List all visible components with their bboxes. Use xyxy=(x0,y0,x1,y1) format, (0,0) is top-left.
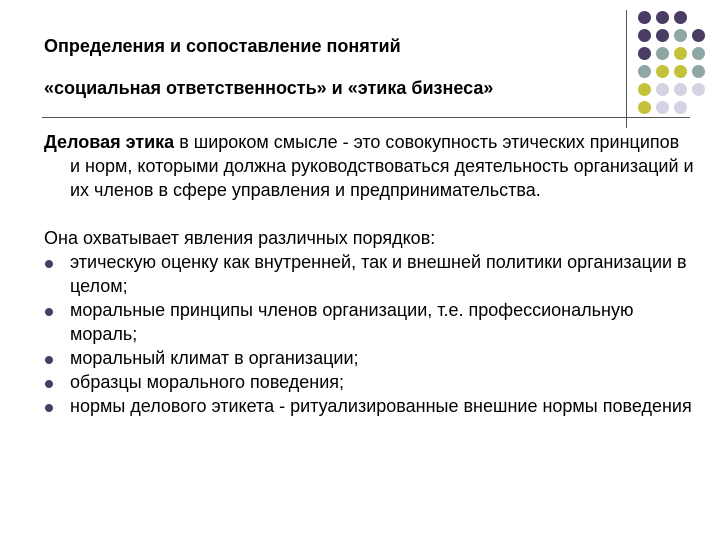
list-item-text: образцы морального поведения; xyxy=(70,372,345,392)
decor-dot xyxy=(656,101,669,114)
title-line-1: Определения и сопоставление понятий xyxy=(44,36,401,56)
definition-paragraph xyxy=(44,130,694,202)
list-item-text: этическую оценку как внутренней, так и внешней политики организации в целом; xyxy=(70,252,687,296)
definition-term: Деловая этика xyxy=(44,132,175,152)
bullet-icon xyxy=(45,404,53,412)
decor-dot xyxy=(638,101,651,114)
slide-title xyxy=(44,35,604,99)
definition-text: в широком смысле - это совокупность этических принципов и норм, которыми должна руководствоваться деятельность организаций и их членов в сфере управления и предпринимательства. xyxy=(70,132,694,200)
list-item xyxy=(44,394,694,418)
decor-dot xyxy=(674,83,687,96)
list-item-text: моральные принципы членов организации, т.е. профессиональную мораль; xyxy=(70,300,634,344)
decor-dot xyxy=(638,65,651,78)
decor-dot xyxy=(674,101,687,114)
decor-dot xyxy=(692,29,705,42)
decor-dot xyxy=(638,29,651,42)
decor-dot xyxy=(692,83,705,96)
decor-dot xyxy=(656,65,669,78)
decor-dot xyxy=(692,47,705,60)
list-item xyxy=(44,370,694,394)
decor-dot xyxy=(656,29,669,42)
intro-text: Она охватывает явления различных порядков: xyxy=(44,228,436,248)
decorative-dot-grid xyxy=(638,11,718,115)
decor-dot xyxy=(674,47,687,60)
decor-dot xyxy=(638,83,651,96)
bullet-icon xyxy=(45,260,53,268)
bullet-icon xyxy=(45,380,53,388)
title-line-2: «социальная ответственность» и «этика бизнеса» xyxy=(44,78,494,98)
decor-dot xyxy=(638,47,651,60)
list-item xyxy=(44,298,694,346)
list-item xyxy=(44,250,694,298)
bullet-icon xyxy=(45,356,53,364)
decor-dot xyxy=(656,47,669,60)
horizontal-divider xyxy=(42,117,690,118)
decor-dot xyxy=(692,65,705,78)
decor-dot xyxy=(638,11,651,24)
decor-dot xyxy=(674,29,687,42)
decor-dot xyxy=(656,11,669,24)
vertical-divider xyxy=(626,10,627,128)
list-item-text: нормы делового этикета - ритуализированные внешние нормы поведения xyxy=(70,396,692,416)
decor-dot xyxy=(674,11,687,24)
list-item-text: моральный климат в организации; xyxy=(70,348,359,368)
bullet-list xyxy=(44,250,694,418)
decor-dot xyxy=(674,65,687,78)
decor-dot xyxy=(656,83,669,96)
list-item xyxy=(44,346,694,370)
bullet-icon xyxy=(45,308,53,316)
slide-body xyxy=(44,130,694,418)
